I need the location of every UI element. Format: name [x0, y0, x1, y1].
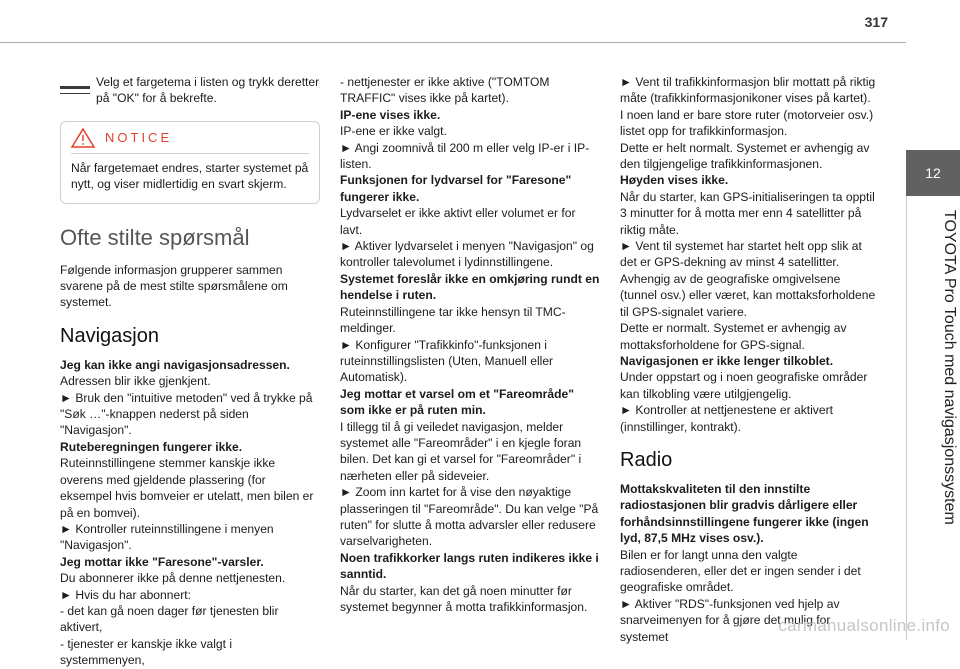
answer: Adressen blir ikke gjenkjent. [60, 374, 211, 389]
answer: Lydvarselet er ikke aktivt eller volumet er for lavt. [340, 206, 576, 237]
question: Noen trafikkorker langs ruten indikeres ikke i sanntid. [340, 550, 599, 582]
watermark: carmanualsonline.info [778, 616, 950, 635]
notice-title: NOTICE [105, 130, 173, 146]
column-3 [620, 74, 880, 645]
question: Jeg mottar et varsel om et "Fareområde" som ikke er på ruten min. [340, 386, 574, 418]
chapter-title: TOYOTA Pro Touch med navigasjonssystem [941, 210, 958, 525]
notice-box [60, 121, 320, 204]
answer-step: ► Vent til trafikkinformasjon blir mottatt på riktig måte (trafikkinformasjonikoner vises på kartet). [620, 75, 876, 106]
answer-step: ► Hvis du har abonnert: [60, 587, 191, 602]
question: Jeg kan ikke angi navigasjonsadressen. [60, 357, 290, 372]
page-number: 317 [864, 14, 888, 30]
answer-line: - det kan gå noen dager før tjenesten blir aktivert, [60, 603, 279, 635]
question: IP-ene vises ikke. [340, 107, 441, 122]
answer: IP-ene er ikke valgt. [340, 124, 447, 139]
answer: Ruteinnstillingene stemmer kanskje ikke overens med gjeldende plassering (for eksempel hvis bomveier er utelatt, men bilen er på en bomvei). [60, 456, 314, 520]
radio-heading: Radio [620, 448, 673, 471]
answer: Under oppstart og i noen geografiske områder kan tilkobling være utilgjengelig. [620, 370, 868, 401]
answer: I tillegg til å gi veiledet navigasjon, melder systemet alle "Fareområder" i en kjegle foran bilen. Det kan gi et varsel for "Fareområder" i nærheten eller på sideveier. [340, 419, 582, 483]
intro-block [60, 74, 320, 107]
answer-step: ► Kontroller ruteinnstillingene i menyen "Navigasjon". [60, 521, 274, 553]
answer: Dette er normalt. Systemet er avhengig av mottaksforholdene for GPS-signal. [620, 321, 847, 352]
faq-intro: Følgende informasjon grupperer sammen svarene på de mest stilte spørsmålene om systemet. [60, 262, 288, 310]
navigation-heading: Navigasjon [60, 324, 159, 347]
answer-step: ► Kontroller at nettjenestene er aktivert (innstillinger, kontrakt). [620, 403, 833, 434]
question: Funksjonen for lydvarsel for "Faresone" fungerer ikke. [340, 173, 572, 204]
question: Mottakskvaliteten til den innstilte radiostasjonen blir gradvis dårligere eller forhåndsinnstillingene fungerer ikke (ingen lyd, 87,5 MHz vises osv.). [620, 481, 869, 546]
question: Ruteberegningen fungerer ikke. [60, 439, 243, 454]
answer-step: ► Bruk den "intuitive metoden" ved å trykke på "Søk …"-knappen nederst på siden "Navigasjon". [60, 390, 313, 438]
intro-text: Velg et fargetema i listen og trykk deretter på "OK" for å bekrefte. [96, 75, 320, 106]
question: Høyden vises ikke. [620, 173, 729, 188]
answer: Dette er helt normalt. Systemet er avhengig av den tilgjengelige trafikkinformasjonen. [620, 140, 870, 172]
answer: Når du starter, kan GPS-initialiseringen ta opptil 3 minutter for å motta mer enn 4 satellitter på riktig måte. [620, 189, 875, 237]
answer-step: ► Konfigurer "Trafikkinfo"-funksjonen i ruteinnstillingslisten (Uten, Manuell eller Automatisk). [340, 337, 554, 385]
answer: Avhengig av de geografiske omgivelsene (tunnel osv.) eller været, kan mottaksforholdene til GPS-signalet variere. [620, 271, 876, 319]
answer: Bilen er for langt unna den valgte radiosenderen, eller det er ingen sender i det geografiske området. [620, 547, 861, 595]
answer-step: ► Angi zoomnivå til 200 m eller velg IP-er i IP-listen. [340, 140, 590, 172]
column-1 [60, 74, 320, 669]
header-divider [0, 42, 906, 43]
answer-step: ► Aktiver lydvarselet i menyen "Navigasjon" og kontroller talevolumet i lydinnstillingene. [340, 239, 594, 270]
answer: I noen land er bare store ruter (motorveier osv.) listet opp for trafikkinformasjon. [620, 107, 874, 139]
answer-line: - tjenester er kanskje ikke valgt i systemmenyen, [60, 636, 233, 668]
question: Jeg mottar ikke "Faresone"-varsler. [60, 554, 264, 569]
warning-icon [71, 128, 95, 148]
answer: Du abonnerer ikke på denne nettjenesten. [60, 571, 286, 586]
column-2 [340, 74, 600, 615]
answer-step: ► Zoom inn kartet for å vise den nøyaktige plasseringen til "Fareområde". Du kan velge "På ruten" for slutte å motta advarsler eller redusere varselvarigheten. [340, 485, 599, 549]
chapter-title-container [900, 210, 960, 630]
chapter-tab[interactable]: 12 [906, 150, 960, 196]
answer-step: ► Aktiver "RDS"-funksjonen ved hjelp av snarveimenyen for å gjøre det mulig for systemet [620, 596, 840, 644]
answer-line: - nettjenester er ikke aktive ("TOMTOM TRAFFIC" vises ikke på kartet). [340, 75, 550, 106]
question: Systemet foreslår ikke en omkjøring rundt en hendelse i ruten. [340, 271, 600, 303]
notice-header [71, 130, 309, 154]
answer: Ruteinnstillingene tar ikke hensyn til TMC-meldinger. [340, 304, 566, 336]
question: Navigasjonen er ikke lenger tilkoblet. [620, 353, 834, 368]
notice-body: Når fargetemaet endres, starter systemet på nytt, og viser midlertidig en svart skjerm. [71, 160, 309, 192]
instruction-icon [60, 86, 90, 94]
answer: Når du starter, kan det gå noen minutter før systemet begynner å motta trafikkinformasjon. [340, 583, 588, 614]
answer-step: ► Vent til systemet har startet helt opp slik at det er GPS-dekning av minst 4 satellitter. [620, 239, 862, 270]
faq-heading: Ofte stilte spørsmål [60, 224, 250, 250]
